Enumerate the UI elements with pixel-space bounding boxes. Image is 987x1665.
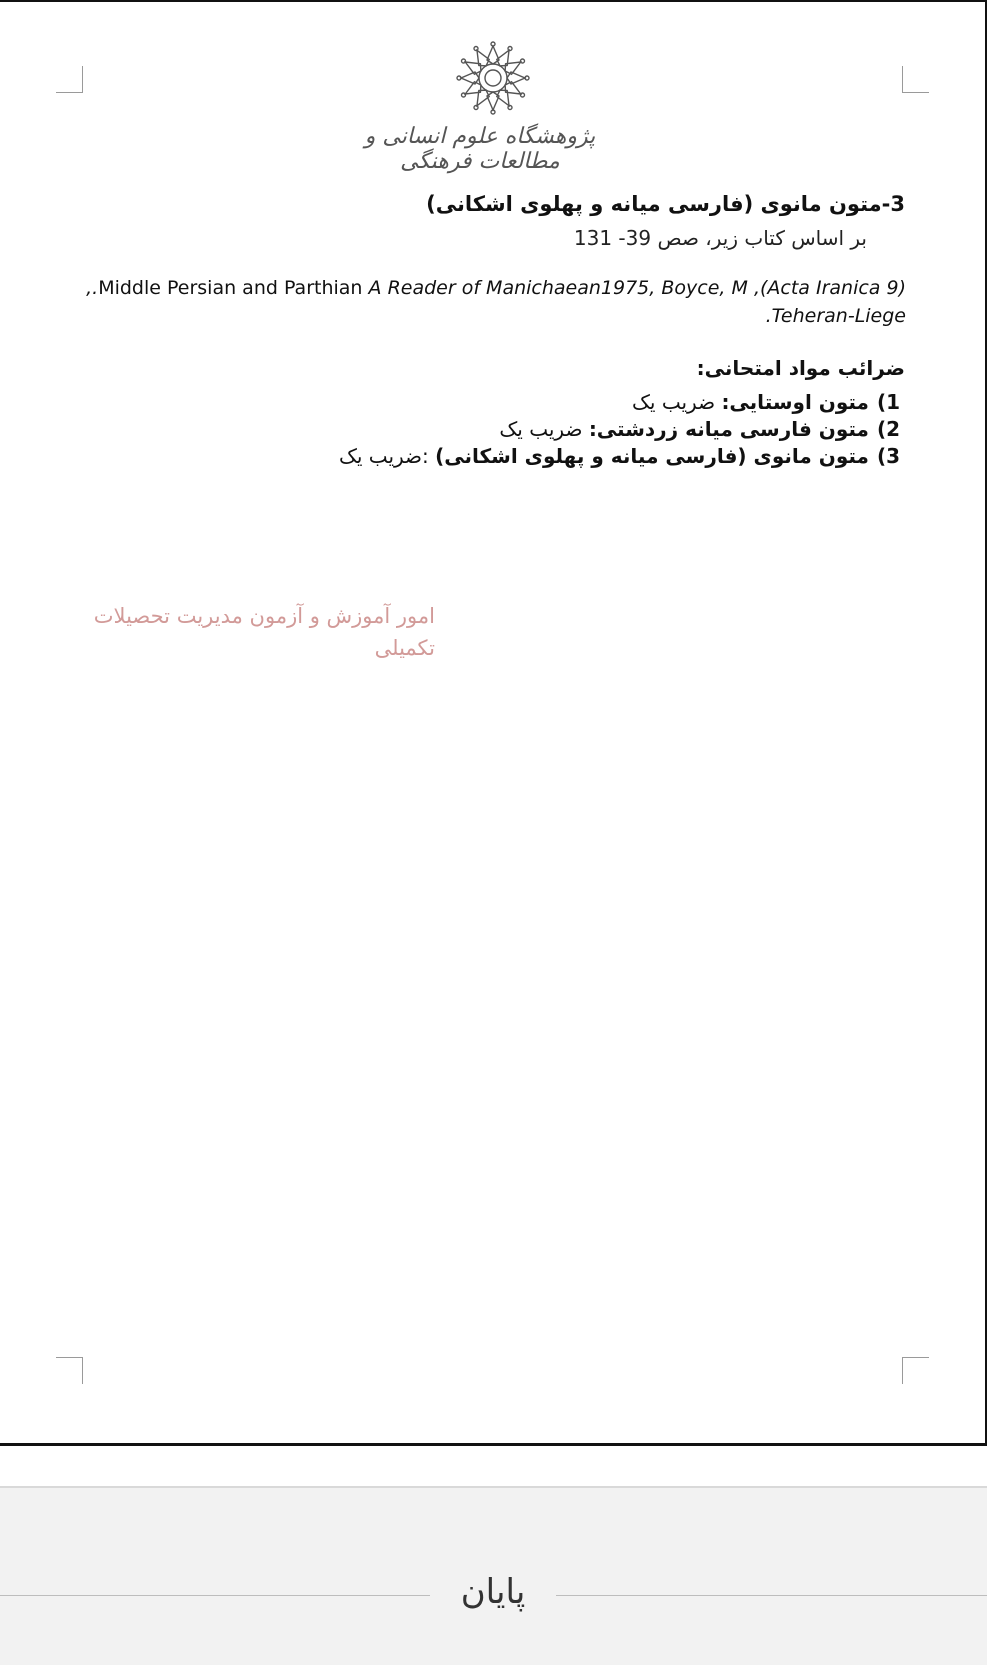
item-value: ضریب یک <box>632 390 716 414</box>
item-label: متون فارسی میانه زردشتی: <box>588 417 869 441</box>
end-label: پایان <box>460 1572 526 1612</box>
item-number: 2) <box>876 417 900 441</box>
item-label: متون مانوی (فارسی میانه و پهلوی اشکانی) <box>435 444 869 468</box>
reference-line-2: Teheran-Liege. <box>765 305 906 327</box>
reference-year: 1975, <box>600 277 656 299</box>
coefficients-title: ضرائب مواد امتحانی: <box>696 356 905 380</box>
reference-line-1 <box>88 274 906 302</box>
organization-name: پژوهشگاه علوم انسانی و مطالعات فرهنگی <box>364 124 596 174</box>
crop-mark-bottom-left <box>56 1357 83 1384</box>
section-heading: 3-متون مانوی (فارسی میانه و پهلوی اشکانی) <box>426 192 905 216</box>
department-watermark: امور آموزش و آزمون مدیریت تحصیلات تکمیلی <box>93 604 435 660</box>
item-value: ضریب یک <box>499 417 583 441</box>
item-value: :ضریب یک <box>338 444 429 468</box>
bibliographic-reference <box>88 274 906 330</box>
divider-right <box>556 1595 987 1596</box>
source-note: بر اساس کتاب زیر، صص 39- 131 <box>573 226 867 250</box>
end-of-document <box>0 1560 987 1632</box>
reference-author: Boyce, M., <box>86 277 748 299</box>
item-label: متون اوستایی: <box>721 390 869 414</box>
crop-mark-top-left <box>56 66 83 93</box>
list-item <box>339 389 900 416</box>
crop-mark-top-right <box>902 66 929 93</box>
divider-left <box>0 1595 430 1596</box>
item-number: 1) <box>876 390 900 414</box>
coefficients-list <box>339 389 900 470</box>
reference-title-italic: A Reader of Manichaean <box>368 277 601 299</box>
reference-title-plain: Middle Persian and Parthian <box>98 277 363 299</box>
list-item <box>339 443 900 470</box>
floral-emblem-icon <box>455 40 531 116</box>
item-number: 3) <box>876 444 900 468</box>
crop-mark-bottom-right <box>902 1357 929 1384</box>
page-gap <box>0 1446 987 1488</box>
reference-series: (Acta Iranica 9), <box>753 277 906 299</box>
list-item <box>339 416 900 443</box>
